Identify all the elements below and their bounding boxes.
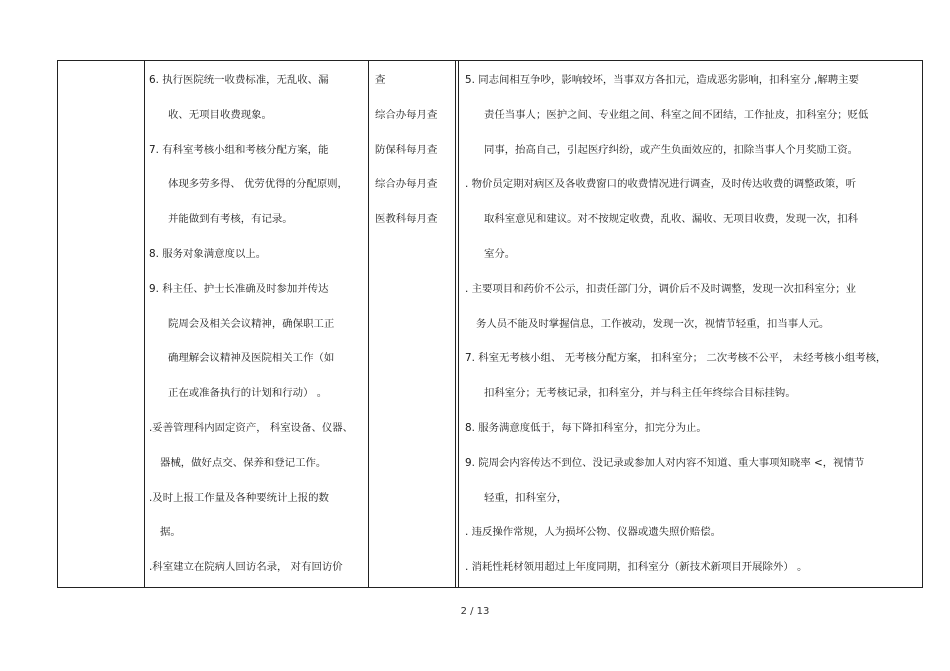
standard-line: .及时上报工作量及各种要统计上报的数 — [149, 491, 329, 504]
penalty-line: 室分。 — [484, 248, 516, 260]
column-divider — [458, 60, 459, 588]
penalty-line: 同事，抬高自己，引起医疗纠纷，或产生负面效应的，扣除当事人个月奖励工资。 — [484, 143, 859, 156]
penalty-line: 扣科室分；无考核记录，扣科室分，并与科主任年终综合目标挂钩。 — [484, 387, 796, 400]
column-divider — [455, 60, 456, 588]
check-method-line: 查 — [375, 74, 386, 86]
standard-line: 器械，做好点交、保养和登记工作。 — [160, 456, 327, 469]
penalty-line: 责任当事人；医护之间、专业组之间、科室之间不团结，工作扯皮，扣科室分；贬低 — [484, 108, 869, 121]
standard-line: 体现多劳多得、 优劳优得的分配原则， — [168, 178, 348, 191]
standard-line: 收、无项目收费现象。 — [168, 108, 272, 121]
standard-line: 正在或准备执行的计划和行动） 。 — [168, 387, 328, 400]
page-number: 2 / 13 — [460, 606, 490, 617]
standard-line: 确理解会议精神及医院相关工作（如 — [168, 352, 335, 365]
column-divider — [144, 60, 145, 588]
penalty-line: . 主要项目和药价不公示，扣责任部门分，调价后不及时调整，发现一次扣科室分；业 — [465, 282, 857, 295]
standard-line: 9. 科主任、护士长准确及时参加并传达 — [149, 282, 329, 295]
penalty-line: 取科室意见和建议。对不按规定收费，乱收、漏收、无项目收费，发现一次，扣科 — [484, 213, 859, 226]
check-method-line: 防保科每月查 — [375, 143, 438, 156]
column-divider — [368, 60, 369, 588]
check-method-line: 医教科每月查 — [375, 213, 438, 226]
penalty-line: . 违反操作常规，人为损坏公物、仪器或遗失照价赔偿。 — [465, 526, 721, 539]
standard-line: .妥善管理科内固定资产， 科室设备、仪器、 — [149, 422, 354, 434]
penalty-line: 轻重，扣科室分， — [484, 491, 568, 504]
standard-line: 院周会及相关会议精神，确保职工正 — [168, 317, 335, 330]
standard-line: 并能做到有考核，有记录。 — [168, 213, 293, 226]
penalty-line: 5. 同志间相互争吵，影响较坏，当事双方各扣元，造成恶劣影响，扣科室分 ,解聘主要 — [465, 74, 859, 86]
standard-line: .科室建立在院病人回访名录， 对有回访价 — [149, 561, 343, 574]
penalty-line: 9. 院周会内容传达不到位、没记录或参加人对内容不知道、重大事项知晓率 <，视情节 — [465, 456, 865, 469]
standard-line: 6. 执行医院统一收费标准，无乱收、漏 — [149, 74, 329, 86]
penalty-line: . 物价员定期对病区及各收费窗口的收费情况进行调查，及时传达收费的调整政策，听 — [465, 178, 857, 191]
standard-line: 8. 服务对象满意度以上。 — [149, 248, 267, 260]
penalty-line: 8. 服务满意度低于，每下降扣科室分，扣完分为止。 — [465, 422, 707, 434]
standard-line: 据。 — [160, 526, 181, 539]
standard-line: 7. 有科室考核小组和考核分配方案，能 — [149, 143, 329, 156]
penalty-line: 7. 科室无考核小组、 无考核分配方案， 扣科室分； 二次考核不公平， 未经考核小组考核， — [465, 352, 887, 365]
penalty-line: 务人员不能及时掌握信息，工作被动，发现一次，视情节轻重，扣当事人元。 — [476, 317, 830, 330]
check-method-line: 综合办每月查 — [375, 108, 438, 121]
penalty-line: . 消耗性耗材领用超过上年度同期，扣科室分（新技术新项目开展除外） 。 — [465, 561, 808, 574]
check-method-line: 综合办每月查 — [375, 178, 438, 191]
